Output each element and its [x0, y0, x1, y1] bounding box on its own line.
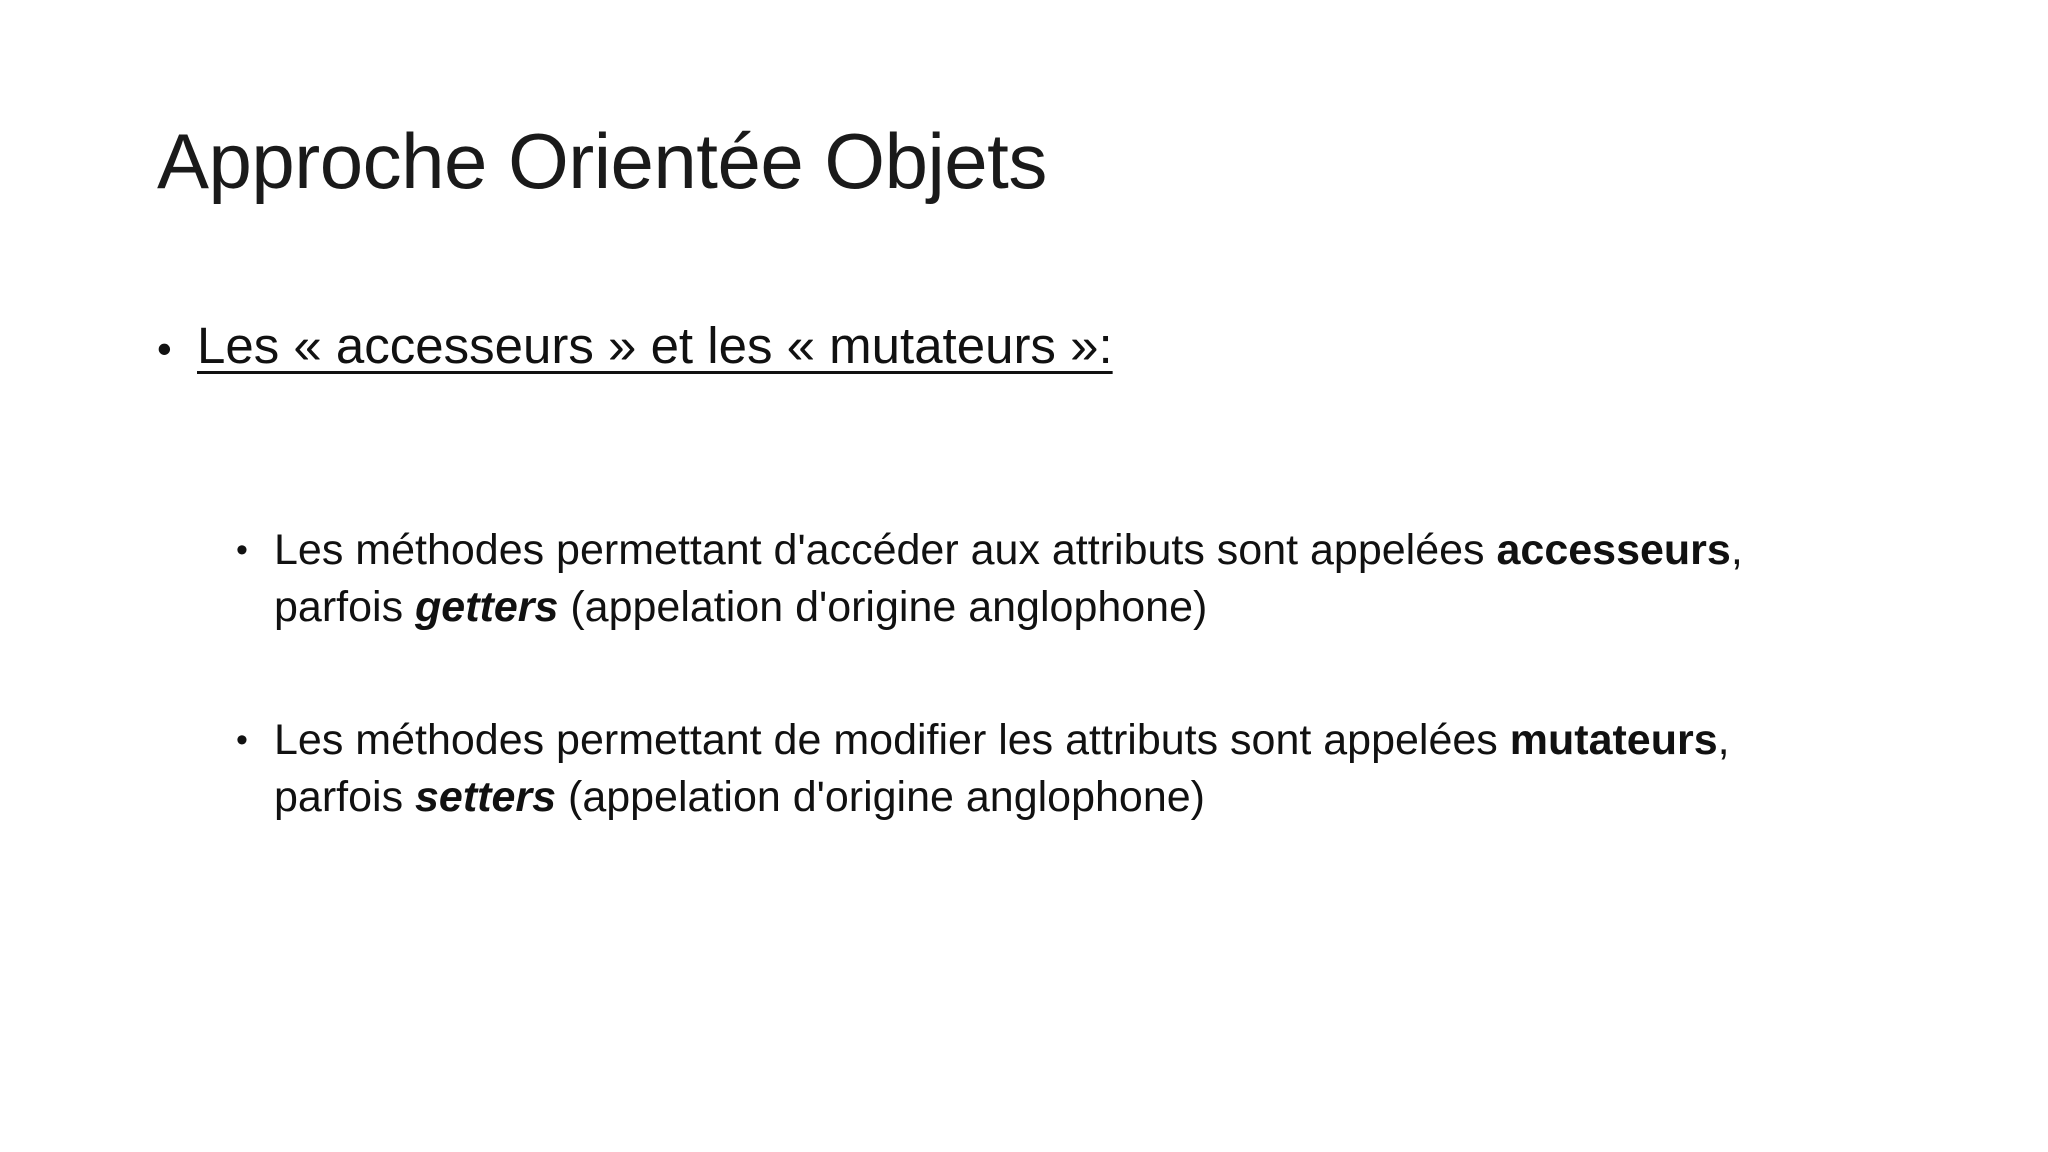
section-heading-bullet-item — [157, 318, 1113, 374]
sub-bullet-marker: • — [236, 721, 248, 759]
mutators-line-two-suffix: (appelation d'origine anglophone) — [556, 773, 1205, 821]
accessors-line-two — [274, 579, 1934, 636]
getters-term: getters — [415, 583, 559, 631]
mutators-line-one — [274, 712, 1934, 769]
section-heading: Les « accesseurs » et les « mutateurs »: — [197, 317, 1113, 374]
mutators-line-one-suffix: , — [1717, 716, 1730, 764]
accessors-description — [274, 522, 1934, 636]
accessors-line-two-prefix: parfois — [274, 583, 416, 631]
mutators-bullet-item — [236, 712, 1936, 826]
accessors-line-two-suffix: (appelation d'origine anglophone) — [558, 583, 1208, 631]
sub-bullet-marker: • — [236, 531, 248, 569]
slide-title: Approche Orientée Objets — [157, 117, 1047, 205]
accessors-bullet-item — [236, 522, 1936, 636]
bullet-marker: • — [157, 325, 172, 372]
mutators-term: mutateurs — [1509, 716, 1718, 764]
mutators-line-two-prefix: parfois — [274, 773, 416, 821]
accessors-line-one — [274, 522, 1934, 579]
mutators-description — [274, 712, 1934, 826]
accessors-term: accesseurs — [1496, 526, 1731, 574]
accessors-line-one-prefix: Les méthodes permettant d'accéder aux attributs sont appelées — [274, 526, 1497, 574]
accessors-line-one-suffix: , — [1730, 526, 1743, 574]
setters-term: setters — [415, 773, 557, 821]
mutators-line-two — [274, 769, 1934, 826]
mutators-line-one-prefix: Les méthodes permettant de modifier les attributs sont appelées — [274, 716, 1510, 764]
